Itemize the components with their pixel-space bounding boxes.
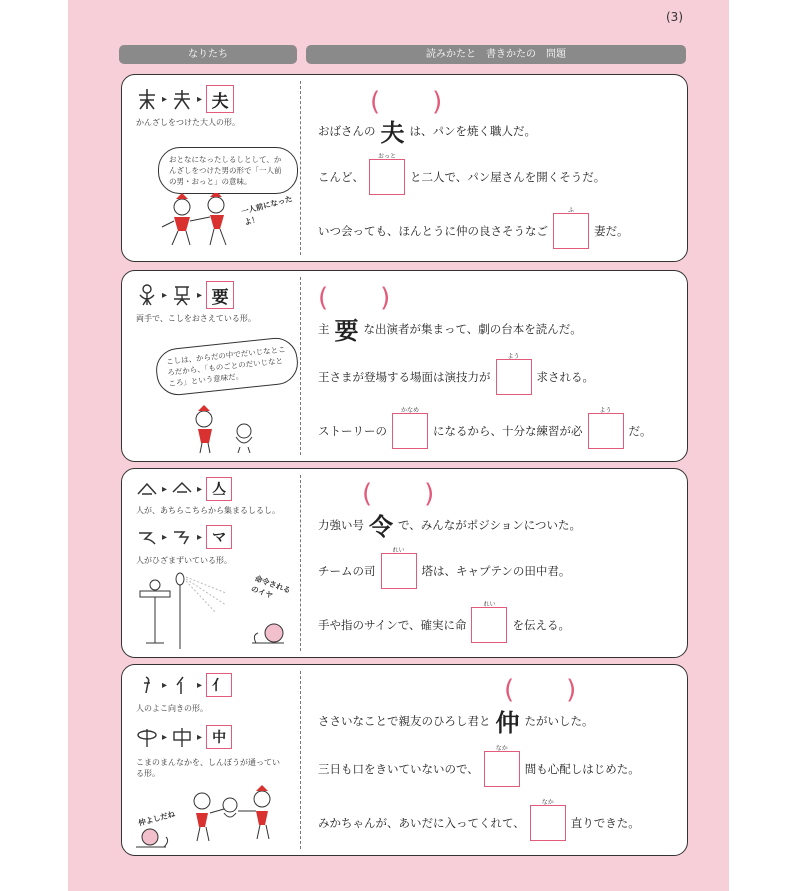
character-evolution [136,85,234,113]
answer-parentheses: ( ) [318,283,391,313]
question-line-1 [318,507,681,542]
ruby-text: れい [483,601,496,608]
origin-column [122,469,298,657]
ancient-glyph-icon [136,87,158,111]
text-after: 塔は、キャプテンの田中君。 [421,564,571,578]
modern-kanji-part: 亻 [206,673,232,697]
dashed-divider [300,81,301,255]
bowing-illustration-icon [182,399,272,455]
origin-note: 両手で、こしをおさえている形。 [136,314,256,323]
arrow-icon: ▸ [197,531,203,543]
answer-box[interactable] [553,207,589,249]
dashed-divider [300,475,301,651]
question-column [308,665,681,855]
text-before: 王さまが登場する場面は演技力が [318,370,491,384]
text-before: こんど、 [318,170,364,184]
arrow-icon: ▸ [162,731,168,743]
ruby-text: れい [392,547,405,554]
question-line-3 [318,601,681,643]
text-after: は、パンを焼く職人だ。 [409,123,536,138]
answer-parentheses: ( ) [370,87,443,117]
text-after: 妻だ。 [594,224,629,238]
ruby-text: ふ [567,207,575,214]
dashed-divider [300,671,301,849]
origin-note-2: こまのまんなかを、しんぼうが通っている形。 [136,758,280,778]
seal-glyph-icon [171,675,193,695]
header-reading-writing: 読みかたと 書きかたの 問題 [306,45,686,64]
question-column [308,469,681,657]
snail-illustration-icon [250,619,290,647]
question-line-3 [318,407,681,449]
origin-column [122,271,298,461]
character-evolution [136,281,234,309]
modern-kanji-part: 中 [206,725,232,749]
origin-note: 人が、あちらこちらから集まるしるし。 [136,506,280,515]
question-line-1 [318,311,681,346]
text-before: ストーリーの [318,424,387,438]
arrow-icon: ▸ [197,93,203,105]
exclamation-text: 命令されるのイヤ [249,573,292,601]
origin-column [122,665,298,855]
character-evolution-bottom [136,525,232,549]
question-line-2 [318,745,681,787]
target-kanji: 要 [334,316,359,345]
answer-box[interactable] [381,547,417,589]
answer-box[interactable] [471,601,507,643]
character-evolution-bottom [136,725,232,749]
arrow-icon: ▸ [162,531,168,543]
text-before: みかちゃんが、あいだに入ってくれて、 [318,816,525,830]
text-after: 間も心配しはじめた。 [524,762,640,776]
arrow-icon: ▸ [162,289,168,301]
question-line-2 [318,547,681,589]
ruby-text: よう [599,407,612,414]
snail-illustration-icon [134,825,174,851]
arrow-icon: ▸ [197,731,203,743]
modern-kanji-part: 亼 [206,477,232,501]
ruby-text: なか [495,745,508,752]
text-after: で、みんながポジションについた。 [398,517,582,532]
modern-kanji: 要 [206,281,234,309]
seal-glyph-icon [171,528,193,546]
text-before: 三日も口をきいていないので、 [318,762,479,776]
text-middle: になるから、十分な練習が必 [433,424,583,438]
modern-kanji: 夫 [206,85,234,113]
arrow-icon: ▸ [197,483,203,495]
text-after: 直りできた。 [570,816,640,830]
text-before: 手や指のサインで、確実に命 [318,618,467,632]
target-kanji: 令 [369,512,393,541]
question-column [308,75,681,261]
seal-glyph-icon [171,283,193,307]
text-before: チームの司 [318,564,376,578]
ruby-text: なか [541,799,554,806]
text-before: おばさんの [318,123,376,138]
arrow-icon: ▸ [162,93,168,105]
card-naka [121,664,688,856]
seal-glyph-icon [171,87,193,111]
character-evolution-top [136,673,232,697]
exclamation-text: 一人前になったよ！ [240,193,294,227]
ancient-glyph-icon [136,283,158,307]
answer-box[interactable] [484,745,520,787]
ancient-glyph-icon [136,727,158,747]
answer-box[interactable] [588,407,624,449]
text-after: を伝える。 [512,618,570,632]
worksheet-page [68,0,729,891]
text-before: 力強い号 [318,517,364,532]
question-line-2 [318,153,681,195]
page-number: (3) [666,10,683,24]
ancient-glyph-icon [136,528,158,546]
character-evolution-top [136,477,232,501]
origin-column [122,75,298,261]
arrow-icon: ▸ [162,679,168,691]
answer-box[interactable] [496,353,532,395]
ancient-glyph-icon [136,480,158,498]
answer-box[interactable] [369,153,405,195]
answer-parentheses: ( ) [504,675,577,705]
card-rei [121,468,688,658]
text-after: だ。 [628,424,652,438]
text-after: 求される。 [536,370,594,384]
answer-box[interactable] [530,799,566,841]
ancient-glyph-icon [136,675,158,695]
ruby-text: おっと [377,153,397,160]
couple-illustration-icon [152,193,252,253]
friends-illustration-icon [162,783,292,849]
text-after: な出演者が集まって、劇の台本を読んだ。 [363,321,582,336]
target-kanji: 夫 [380,118,405,147]
arrow-icon: ▸ [197,289,203,301]
ruby-text: かなめ [400,407,420,414]
speech-bubble: こしは、からだの中でだいじなところだから、「ものごとのだいじなところ」という意味だ。 [154,336,300,398]
text-before: ささいなことで親友のひろし君と [318,713,491,728]
question-line-1 [318,703,681,738]
question-line-3 [318,207,681,249]
card-you [121,270,688,462]
arrow-icon: ▸ [162,483,168,495]
origin-note: かんざしをつけた大人の形。 [136,118,240,127]
header-origin: なりたち [119,45,297,64]
question-line-3 [318,799,681,841]
card-fu [121,74,688,262]
speech-bubble: おとなになったしるしとして、かんざしをつけた男の形で「一人前の男・おっと」の意味。 [158,147,298,194]
ruby-text: よう [507,353,520,360]
dashed-divider [300,277,301,455]
seal-glyph-icon [171,480,193,498]
origin-note-2: 人がひざまずいている形。 [136,556,232,565]
text-after: と二人で、パン屋さんを開くそうだ。 [410,170,606,184]
modern-kanji-part: マ [206,525,232,549]
question-column [308,271,681,461]
question-line-1 [318,113,681,148]
text-before: いつ会っても、ほんとうに仲の良さそうなご [318,224,548,238]
target-kanji: 仲 [495,708,520,737]
answer-box[interactable] [392,407,428,449]
arrow-icon: ▸ [197,679,203,691]
answer-parentheses: ( ) [362,479,435,509]
question-line-2 [318,353,681,395]
origin-note: 人のよこ向きの形。 [136,704,208,713]
megaphone-illustration-icon [132,569,242,653]
text-after: たがいした。 [524,713,594,728]
text-before: 主 [318,321,330,336]
seal-glyph-icon [171,727,193,747]
exclamation-text: 仲よしだね [137,809,177,828]
